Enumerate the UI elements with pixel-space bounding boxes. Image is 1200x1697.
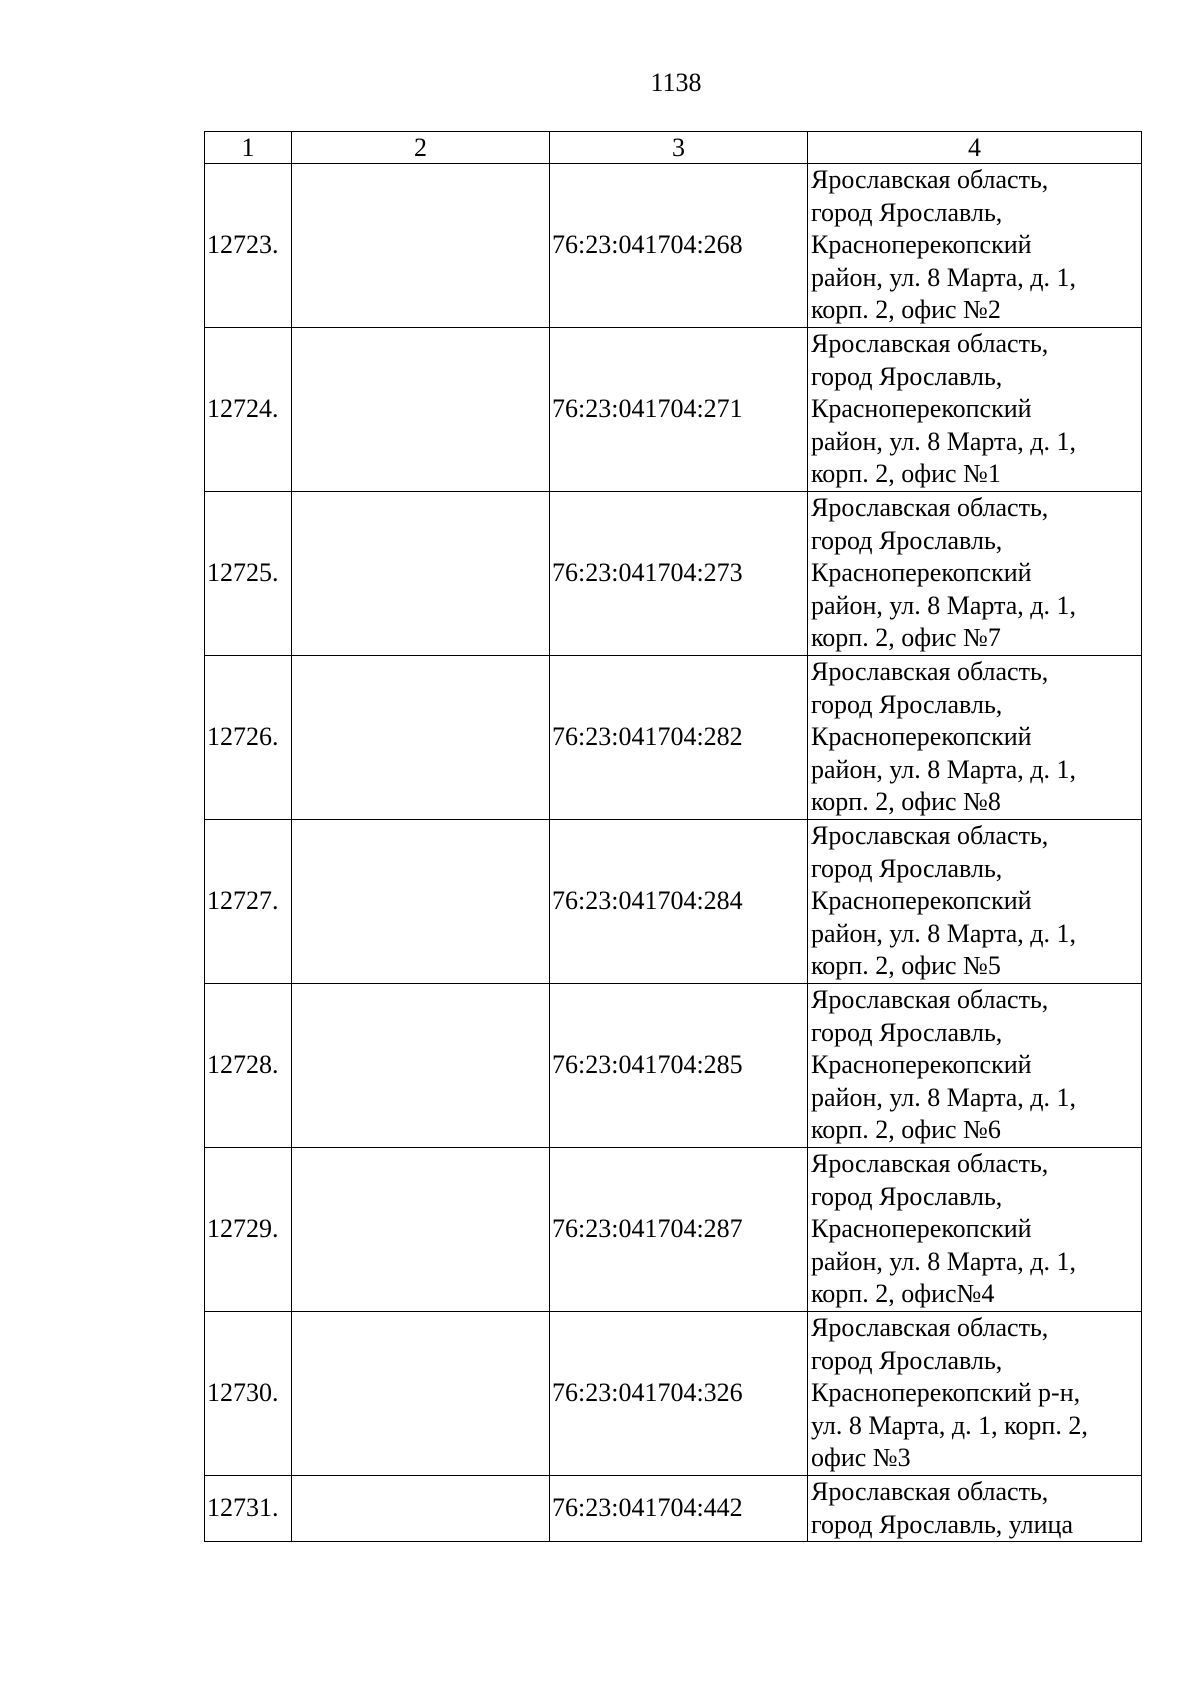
table-row [205, 328, 1142, 492]
property-table [204, 131, 1142, 1542]
address-line: корп. 2, офис№4 [811, 1279, 995, 1309]
address-cell [808, 492, 1142, 656]
address-line: Красноперекопский р-н, [811, 1378, 1081, 1408]
address-line: Красноперекопский [811, 722, 1032, 752]
address-line: район, ул. 8 Марта, д. 1, [811, 1246, 1076, 1276]
address-line: район, ул. 8 Марта, д. 1, [811, 918, 1076, 948]
empty-cell [292, 1312, 550, 1476]
address-line: корп. 2, офис №1 [811, 459, 1001, 489]
row-number-cell: 12730. [205, 1312, 292, 1476]
address-line: ул. 8 Марта, д. 1, корп. 2, [811, 1410, 1088, 1440]
row-number-cell: 12726. [205, 656, 292, 820]
address-line: район, ул. 8 Марта, д. 1, [811, 262, 1076, 292]
address-cell [808, 328, 1142, 492]
cadastral-number-cell: 76:23:041704:271 [550, 328, 808, 492]
address-line: город Ярославль, [811, 853, 1003, 883]
table-row [205, 1148, 1142, 1312]
address-line: город Ярославль, [811, 1017, 1003, 1047]
address-cell [808, 164, 1142, 328]
address-cell [808, 656, 1142, 820]
address-cell [808, 1312, 1142, 1476]
table-row [205, 1476, 1142, 1542]
address-line: корп. 2, офис №5 [811, 951, 1001, 981]
table-row [205, 1312, 1142, 1476]
address-line: город Ярославль, [811, 1345, 1003, 1375]
column-header-3: 3 [550, 132, 808, 164]
row-number-cell: 12725. [205, 492, 292, 656]
column-header-4: 4 [808, 132, 1142, 164]
address-line: Красноперекопский [811, 394, 1032, 424]
address-line: район, ул. 8 Марта, д. 1, [811, 426, 1076, 456]
address-line: район, ул. 8 Марта, д. 1, [811, 1082, 1076, 1112]
address-line: Ярославская область, [811, 493, 1049, 523]
address-line: Красноперекопский [811, 1050, 1032, 1080]
page-number: 1138 [650, 68, 702, 97]
address-line: Ярославская область, [811, 329, 1049, 359]
address-line: Ярославская область, [811, 1313, 1049, 1343]
address-line: офис №3 [811, 1443, 911, 1473]
empty-cell [292, 164, 550, 328]
column-header-2: 2 [292, 132, 550, 164]
address-cell [808, 984, 1142, 1148]
empty-cell [292, 1476, 550, 1542]
address-cell [808, 1148, 1142, 1312]
address-line: Ярославская область, [811, 1149, 1049, 1179]
row-number-cell: 12728. [205, 984, 292, 1148]
table-row [205, 164, 1142, 328]
table-header-row [205, 132, 1142, 164]
address-line: город Ярославль, улица [811, 1509, 1074, 1539]
address-line: город Ярославль, [811, 525, 1003, 555]
row-number-cell: 12727. [205, 820, 292, 984]
row-number-cell: 12731. [205, 1476, 292, 1542]
address-line: район, ул. 8 Марта, д. 1, [811, 590, 1076, 620]
address-line: Ярославская область, [811, 165, 1049, 195]
table-row [205, 820, 1142, 984]
address-line: Красноперекопский [811, 886, 1032, 916]
address-line: Красноперекопский [811, 558, 1032, 588]
address-cell [808, 820, 1142, 984]
table-row [205, 984, 1142, 1148]
property-table-container [204, 131, 1142, 1542]
table-row [205, 492, 1142, 656]
address-cell [808, 1476, 1142, 1542]
cadastral-number-cell: 76:23:041704:442 [550, 1476, 808, 1542]
empty-cell [292, 328, 550, 492]
address-line: Ярославская область, [811, 1477, 1049, 1506]
cadastral-number-cell: 76:23:041704:287 [550, 1148, 808, 1312]
cadastral-number-cell: 76:23:041704:282 [550, 656, 808, 820]
row-number-cell: 12729. [205, 1148, 292, 1312]
address-line: город Ярославль, [811, 197, 1003, 227]
address-line: корп. 2, офис №2 [811, 295, 1001, 325]
address-line: Ярославская область, [811, 821, 1049, 851]
address-line: корп. 2, офис №7 [811, 623, 1001, 653]
row-number-cell: 12724. [205, 328, 292, 492]
address-line: район, ул. 8 Марта, д. 1, [811, 754, 1076, 784]
empty-cell [292, 984, 550, 1148]
address-line: корп. 2, офис №6 [811, 1115, 1001, 1145]
empty-cell [292, 492, 550, 656]
cadastral-number-cell: 76:23:041704:285 [550, 984, 808, 1148]
column-header-1: 1 [205, 132, 292, 164]
address-line: город Ярославль, [811, 1181, 1003, 1211]
table-row [205, 656, 1142, 820]
empty-cell [292, 820, 550, 984]
address-line: корп. 2, офис №8 [811, 787, 1001, 817]
empty-cell [292, 1148, 550, 1312]
row-number-cell: 12723. [205, 164, 292, 328]
cadastral-number-cell: 76:23:041704:268 [550, 164, 808, 328]
empty-cell [292, 656, 550, 820]
address-line: Ярославская область, [811, 657, 1049, 687]
address-line: Ярославская область, [811, 985, 1049, 1015]
address-line: Красноперекопский [811, 1214, 1032, 1244]
cadastral-number-cell: 76:23:041704:284 [550, 820, 808, 984]
address-line: город Ярославль, [811, 689, 1003, 719]
cadastral-number-cell: 76:23:041704:326 [550, 1312, 808, 1476]
cadastral-number-cell: 76:23:041704:273 [550, 492, 808, 656]
address-line: Красноперекопский [811, 230, 1032, 260]
address-line: город Ярославль, [811, 361, 1003, 391]
